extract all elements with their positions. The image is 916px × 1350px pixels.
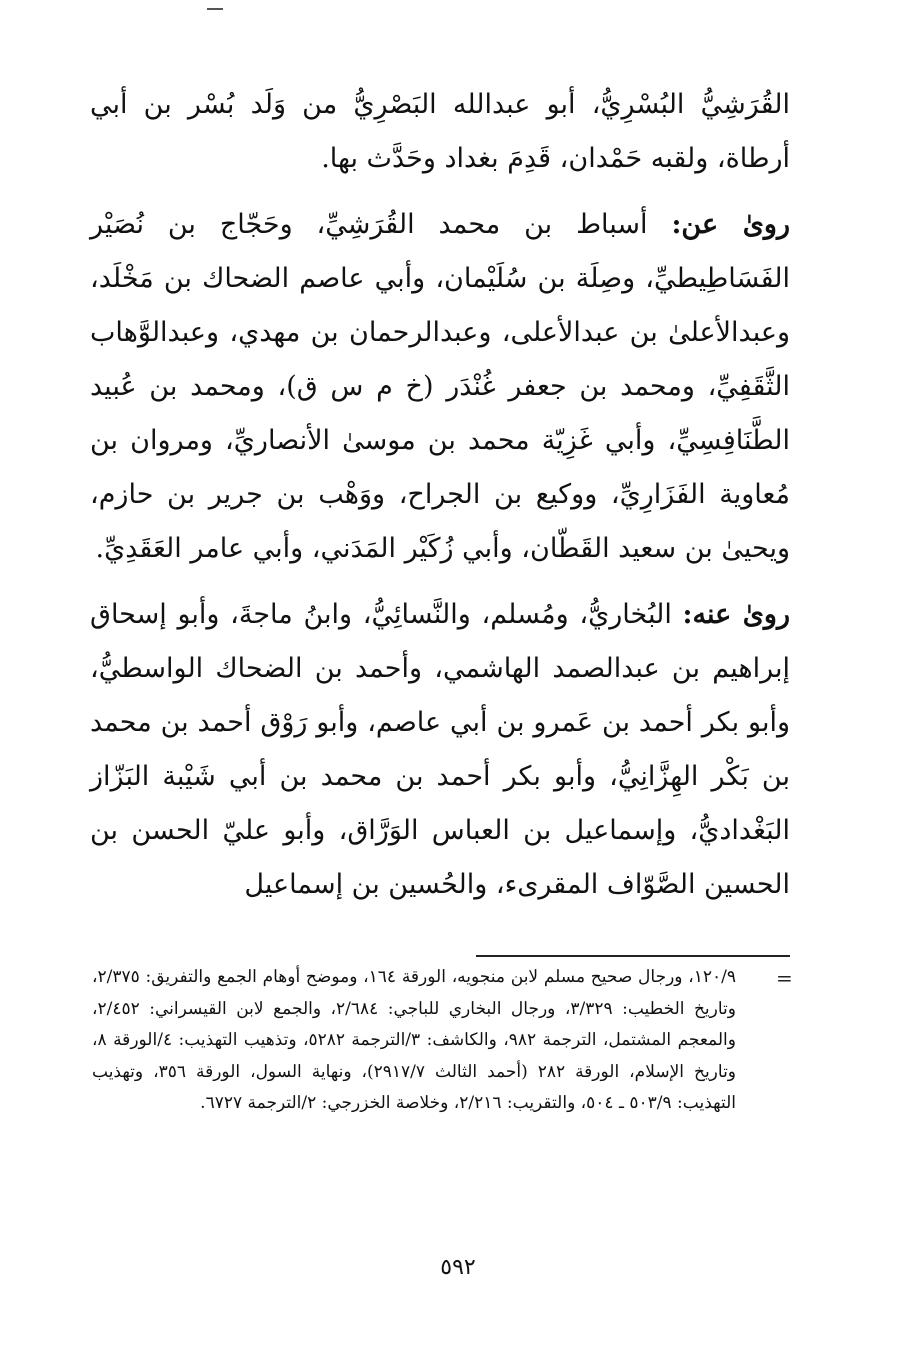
paragraph-biography xyxy=(90,78,790,186)
paragraph-narrated-by xyxy=(90,588,790,912)
narrated-from-heading: روىٰ عن: xyxy=(671,209,790,240)
footnote-text: ١٢٠/٩، ورجال صحيح مسلم لابن منجويه، الورقة ١٦٤، وموضح أوهام الجمع والتفريق: ٢/٣٧٥، وتاريخ الخطيب: ٣/٣٢٩، ورجال البخاري للباجي: ٢/٦٨٤، والجمع لابن القيسراني: ٢/٤٥٢، والمعجم المشتمل، الترجمة ٩٨٢، والكاشف: ٣/الترجمة ٥٢٨٢، وتذهيب التهذيب: ٤/الورقة ٨، وتاريخ الإسلام، الورقة ٢٨٢ (أحمد الثالث ٢٩١٧/٧)، ونهاية السول، الورقة ٣٥٦، وتهذيب التهذيب: ٥٠٣/٩ ـ ٥٠٤، والتقريب: ٢/٢١٦، وخلاصة الخزرجي: ٢/الترجمة ٦٧٢٧. xyxy=(92,967,737,1113)
page-number: ٥٩٢ xyxy=(440,1255,476,1280)
paragraph-biography-text: القُرَشِيُّ البُسْرِيُّ، أبو عبدالله البَصْرِيُّ من وَلَد بُسْر بن أبي أرطاة، ولقبه حَمْدان، قَدِمَ بغداد وحَدَّث بها. xyxy=(90,89,790,174)
main-text xyxy=(90,78,790,924)
narrated-from-text: أسباط بن محمد القُرَشِيِّ، وحَجّاج بن نُصَيْر الفَسَاطِيطيِّ، وصِلَة بن سُلَيْمان، وأبي عاصم الضحاك بن مَخْلَد، وعبدالأعلىٰ بن عبدالأعلى، وعبدالرحمان بن مهدي، وعبدالوَّهاب الثَّقَفِيِّ، ومحمد بن جعفر غُنْدَر (خ م س ق)، ومحمد بن عُبيد الطَّنَافِسِيِّ، وأبي غَزِيّة محمد بن موسىٰ الأنصاريِّ، ومروان بن مُعاوية الفَزَارِيِّ، ووكيع بن الجراح، ووَهْب بن جرير بن حازم، ويحيىٰ بن سعيد القَطّان، وأبي زُكَيْر المَدَني، وأبي عامر العَقَدِيِّ. xyxy=(90,209,790,564)
narrated-by-text: البُخاريُّ، ومُسلم، والنَّسائِيُّ، وابنُ ماجةَ، وأبو إسحاق إبراهيم بن عبدالصمد الهاشمي، وأحمد بن الضحاك الواسطيُّ، وأبو بكر أحمد بن عَمرو بن أبي عاصم، وأبو رَوْق أحمد بن محمد بن بَكْر الهِزَّانِيُّ، وأبو بكر أحمد بن محمد بن أبي شَيْبة البَزّاز البَغْداديُّ، وإسماعيل بن العباس الوَرَّاق، وأبو عليّ الحسن بن الحسين الصَّوّاف المقرىء، والحُسين بن إسماعيل xyxy=(90,599,790,900)
footnote-marker: = xyxy=(776,966,793,990)
narrated-by-heading: روىٰ عنه: xyxy=(682,599,790,630)
footnote-separator xyxy=(476,955,790,957)
paragraph-narrated-from xyxy=(90,198,790,576)
top-dash-mark xyxy=(207,8,223,10)
